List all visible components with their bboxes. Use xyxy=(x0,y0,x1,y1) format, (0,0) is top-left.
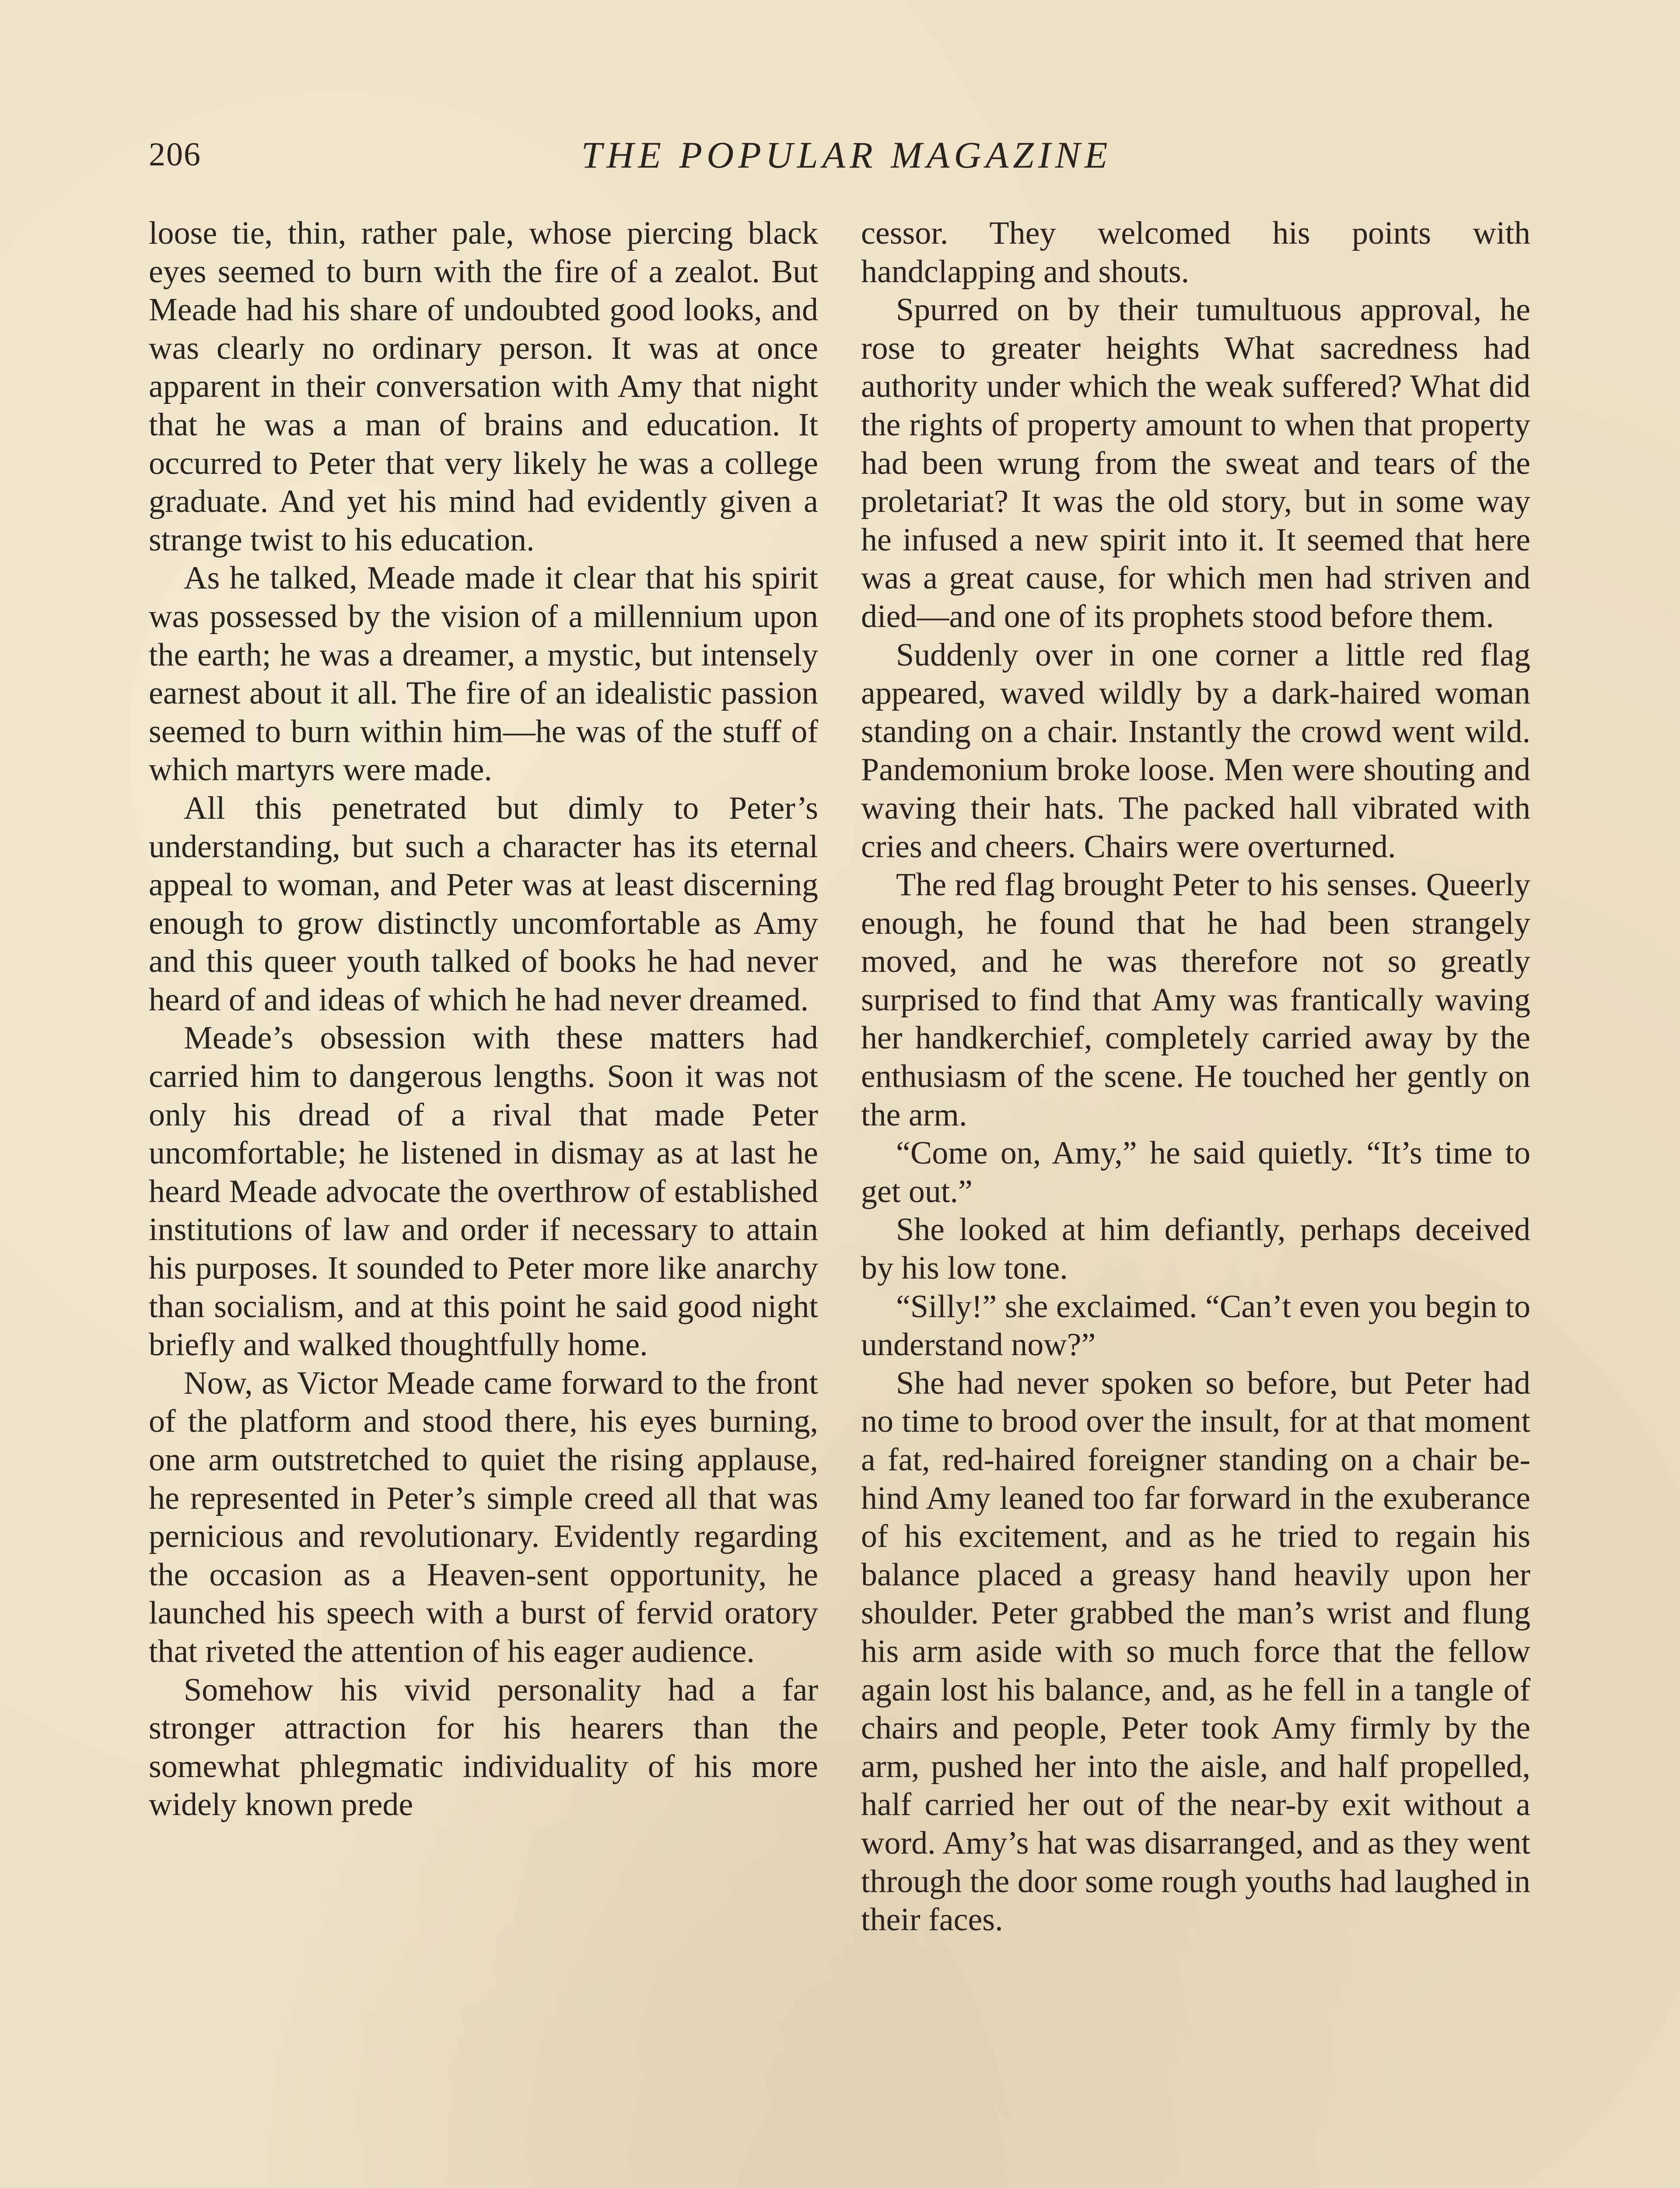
paragraph: “Silly!” she exclaimed. “Can’t even you begin to understand now?” xyxy=(861,1288,1530,1363)
paragraph: As he talked, Meade made it clear that his spirit was possessed by the vision of a millennium upon the earth; he was a dreamer, a mystic, but intensely earnest about it all. The fire of an idealistic passion seemed to burn within him—he was of the stuff of which martyrs were made. xyxy=(149,560,818,788)
left-column xyxy=(149,214,818,1824)
paragraph: Meade’s obsession with these matters had carried him to dangerous lengths. Soon it was not only his dread of a rival that made Peter uncomfortable; he listened in dismay as at last he heard Meade advocate the overthrow of established institutions of law and order if necessary to attain his purposes. It sounded to Peter more like anarchy than socialism, and at this point he said good night briefly and walked thoughtfully home. xyxy=(149,1020,818,1363)
paragraph: “Come on, Amy,” he said quietly. “It’s time to get out.” xyxy=(861,1135,1530,1210)
paragraph: Somehow his vivid personality had a far stronger attraction for his hearers than the somewhat phlegmatic individuality of his more widely known prede xyxy=(149,1672,818,1823)
paragraph: All this penetrated but dimly to Peter’s understanding, but such a character has its eternal appeal to woman, and Peter was at least discerning enough to grow distinctly uncomfortable as Amy and this queer youth talked of books he had never heard of and ideas of which he had never dreamed. xyxy=(149,790,818,1018)
page-number: 206 xyxy=(149,136,201,173)
paragraph: Suddenly over in one corner a little red flag appeared, waved wildly by a dark-haired woman standing on a chair. Instantly the crowd went wild. Pandemonium broke loose. Men were shouting and waving their hats. The packed hall vibrated with cries and cheers. Chairs were overturned. xyxy=(861,637,1530,865)
paragraph: She had never spoken so before, but Peter had no time to brood over the insult, for at that moment a fat, red-haired foreigner standing on a chair behind Amy leaned too far forward in the exuberance of his excitement, and as he tried to regain his balance placed a greasy hand heavily upon her shoulder. Peter grabbed the man’s wrist and flung his arm aside with so much force that the fellow again lost his balance, and, as he fell in a tangle of chairs and people, Peter took Amy firmly by the arm, pushed her into the aisle, and half propelled, half carried her out of the near-by exit without a word. Amy’s hat was disarranged, and as they went through the door some rough youths had laughed in their faces. xyxy=(861,1365,1530,1938)
paragraph: cessor. They welcomed his points with handclapping and shouts. xyxy=(861,215,1530,290)
paragraph: loose tie, thin, rather pale, whose piercing black eyes seemed to burn with the fire of a zealot. But Meade had his share of undoubted good looks, and was clearly no ordinary person. It was at once apparent in their conversation with Amy that night that he was a man of brains and education. It occurred to Peter that very likely he was a college graduate. And yet his mind had evidently given a strange twist to his education. xyxy=(149,215,818,558)
paragraph: Now, as Victor Meade came forward to the front of the platform and stood there, his eyes burning, one arm outstretched to quiet the rising applause, he represented in Peter’s simple creed all that was pernicious and revolutionary. Evidently regarding the occasion as a Heaven-sent opportunity, he launched his speech with a burst of fervid oratory that riveted the attention of his eager audience. xyxy=(149,1365,818,1669)
running-title: THE POPULAR MAGAZINE xyxy=(581,134,1112,176)
right-column xyxy=(861,214,1530,1939)
paragraph: Spurred on by their tumultuous approval, he rose to greater heights What sacredness had authority under which the weak suffered? What did the rights of property amount to when that property had been wrung from the sweat and tears of the proletariat? It was the old story, but in some way he infused a new spirit into it. It seemed that here was a great cause, for which men had striven and died—and one of its prophets stood before them. xyxy=(861,292,1530,635)
paragraph: She looked at him defiantly, perhaps deceived by his low tone. xyxy=(861,1212,1530,1287)
page-header xyxy=(149,131,1544,184)
paragraph: The red flag brought Peter to his senses. Queerly enough, he found that he had been strangely moved, and he was therefore not so greatly surprised to find that Amy was frantically waving her handkerchief, completely carried away by the enthusiasm of the scene. He touched her gently on the arm. xyxy=(861,867,1530,1133)
